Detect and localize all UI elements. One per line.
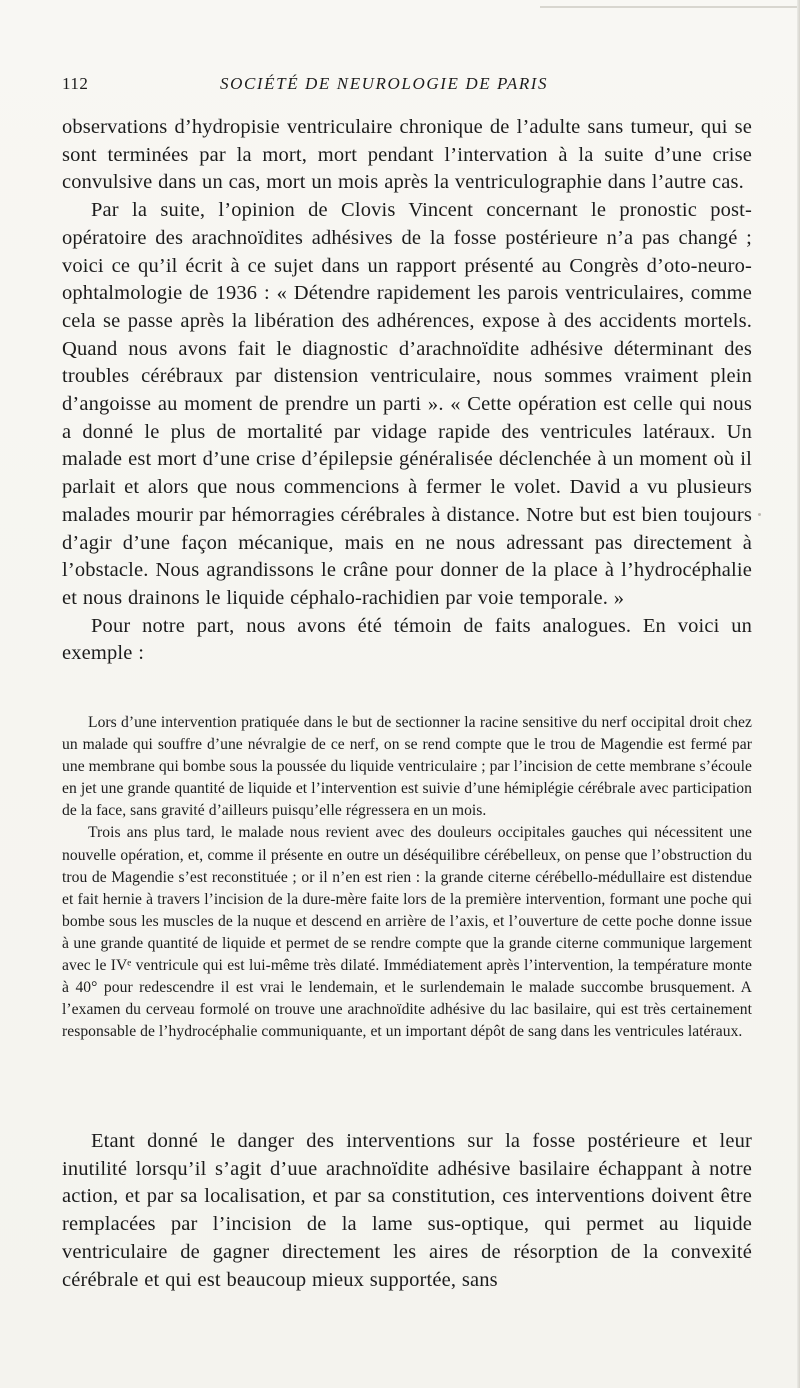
paragraph-vincent-quote: Par la suite, l’opinion de Clovis Vincent concernant le pronostic post-opératoire des arachnoïdites adhésives de la fosse postérieure n’a pas changé ; voici ce qu’il écrit à ce sujet dans un rapport présenté au Congrès d’oto-neuro-ophtalmologie de 1936 : « Détendre rapidement les parois ventriculaires, comme cela se passe après la libération des adhérences, expose à des accidents mortels. Quand nous avons fait le diagnostic d’arachnoïdite adhésive déterminant des troubles cérébraux par distension ventriculaire, nous sommes vraiment plein d’angoisse au moment de prendre un parti ». « Cette opération est celle qui nous a donné le plus de mortalité par vidage rapide des ventricules latéraux. Un malade est mort d’une crise d’épilepsie généralisée déclenchée à un moment où il parlait et alors que nous commencions à fermer le volet. David a vu plusieurs malades mourir par hémorragies cérébrales à distance. Notre but est bien toujours d’agir d’une façon mécanique, mais en ne nous adressant pas directement à l’obstacle. Nous agrandissons le crâne pour donner de la place à l’hydrocéphalie et nous drainons le liquide céphalo-rachidien par voie temporale. » <box>62 199 752 609</box>
case-report-paragraph: Trois ans plus tard, le malade nous revient avec des douleurs occipitales gauches qui nécessitent une nouvelle opération, et, comme il présente en outre un déséquilibre cérébelleux, on pense que l’obstruction du trou de Magendie s’est reconstituée ; or il n’en est rien : la grande citerne cérébello-médullaire est distendue et fait hernie à travers l’incision de la dure-mère faite lors de la première intervention, formant une poche qui bombe sous les muscles de la nuque et descend en arrière de l’axis, et l’ouverture de cette poche donne issue à une grande quantité de liquide et permet de se rendre compte que la grande citerne communique largement avec le IVᵉ ventricule qui est lui-même très dilaté. Immédiatement après l’intervention, la température monte à 40° pour redescendre il est vrai le lendemain, et le surlendemain le malade succombe brusquement. A l’examen du cerveau formolé on trouve une arachnoïdite adhésive du lac basilaire, qui est très certainement responsable de l’hydrocéphalie communiquante, et un important dépôt de sang dans les ventricules latéraux. <box>62 824 752 1041</box>
main-text-block <box>62 114 752 668</box>
conclusion-block <box>62 1128 752 1294</box>
running-head <box>62 74 752 100</box>
page-edge-top <box>540 6 800 8</box>
case-report-block <box>62 712 752 1043</box>
conclusion-paragraph: Etant donné le danger des interventions sur la fosse postérieure et leur inutilité lorsqu’il s’agit d’uue arachnoïdite adhésive basilaire échappant à notre action, et par sa localisation, et par sa constitution, ces interventions doivent être remplacées par l’incision de la lame sus-optique, qui permet au liquide ventriculaire de gagner directement les aires de résorption de la convexité cérébrale et qui est beaucoup mieux supportée, sans <box>62 1130 752 1291</box>
case-report-paragraph: Lors d’une intervention pratiquée dans le but de sectionner la racine sensitive du nerf occipital droit chez un malade qui souffre d’une névralgie de ce nerf, on se rend compte que le trou de Magendie est fermé par une membrane qui bombe sous la poussée du liquide ventriculaire ; par l’incision de cette membrane s’écoule en jet une grande quantité de liquide et l’intervention est suivie d’une hémiplégie cérébrale avec participation de la face, sans gravité d’ailleurs puisqu’elle régressera en un mois. <box>62 714 752 820</box>
paragraph-example-intro: Pour notre part, nous avons été témoin de faits analogues. En voici un exemple : <box>62 614 752 665</box>
page-number: 112 <box>62 74 89 93</box>
journal-title: SOCIÉTÉ DE NEUROLOGIE DE PARIS <box>220 74 549 93</box>
paper-speck <box>758 513 761 516</box>
paragraph-continuation: observations d’hydropisie ventriculaire chronique de l’adulte sans tumeur, qui se sont terminées par la mort, mort pendant l’intervation à la suite d’une crise convulsive dans un cas, mort un mois après la ventriculographie dans l’autre cas. <box>62 116 752 194</box>
